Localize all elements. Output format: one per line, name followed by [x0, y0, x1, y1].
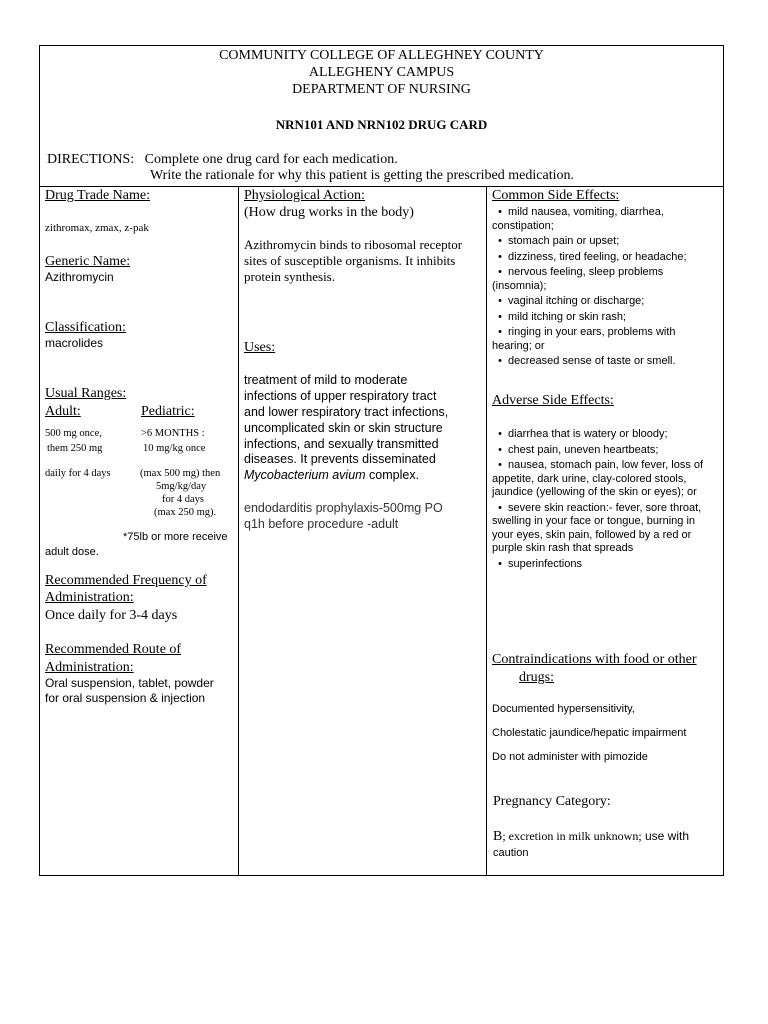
frequency-value: Once daily for 3-4 days	[45, 608, 178, 623]
uses-line-3: and lower respiratory tract infections,	[244, 405, 449, 419]
physio-label: Physiological Action:	[244, 188, 365, 203]
adverse-effect-text: nausea, stomach pain, low fever, loss of appetite, dark urine, clay-colored stools, jaundice (yellowing of the skin or eyes); or	[492, 459, 704, 498]
common-effect-item	[492, 266, 716, 293]
bullet-icon: •	[498, 428, 502, 440]
classification-value: macrolides	[45, 336, 104, 350]
generic-name-value: Azithromycin	[45, 270, 114, 284]
adverse-effect-text: severe skin reaction:- fever, sore throat, swelling in your face or tongue, burning in your eyes, skin pain, followed by a red or purple skin rash that spreads	[492, 501, 702, 554]
contraindication-2: Cholestatic jaundice/hepatic impairment	[492, 727, 687, 739]
bullet-icon: •	[498, 557, 502, 570]
bullet-icon: •	[498, 355, 502, 367]
header-divider	[40, 186, 723, 187]
contraindication-1: Documented hypersensitivity,	[492, 703, 635, 715]
route-label-line-1: Recommended Route of	[45, 642, 182, 657]
classification-label: Classification:	[45, 320, 126, 335]
campus-name: ALLEGHENY CAMPUS	[308, 65, 455, 80]
adverse-effect-text: chest pain, uneven heartbeats;	[508, 443, 659, 456]
pregnancy-letter: B	[493, 829, 503, 844]
adverse-effect-text: superinfections	[508, 557, 582, 570]
bullet-icon: •	[498, 310, 502, 323]
physio-sub: (How drug works in the body)	[244, 205, 414, 220]
pregnancy-category-value	[493, 829, 689, 844]
ped-dose-line-3: (max 500 mg) then	[140, 468, 221, 479]
uses-line-2: infections of upper respiratory tract	[244, 389, 437, 403]
uses-label: Uses:	[244, 340, 276, 355]
directions	[47, 152, 574, 184]
adverse-side-effects-list	[492, 428, 716, 573]
frequency-label-line-2: Administration:	[45, 590, 134, 605]
pediatric-label: Pediatric:	[141, 404, 195, 419]
common-effect-text: mild nausea, vomiting, diarrhea, constipation;	[492, 206, 664, 232]
adverse-effect-item	[492, 444, 716, 458]
adult-dose-line-1: 500 mg once,	[45, 428, 102, 439]
usual-ranges-label: Usual Ranges:	[45, 386, 127, 401]
card-header	[40, 46, 723, 186]
uses-line-4: uncomplicated skin or skin structure	[244, 421, 443, 435]
adult-dose-line-3: daily for 4 days	[45, 468, 111, 479]
generic-name-label: Generic Name:	[45, 254, 131, 269]
adverse-effect-text: diarrhea that is watery or bloody;	[508, 428, 668, 440]
endocarditis-line-2: q1h before procedure -adult	[244, 517, 399, 531]
pregnancy-caution: caution	[493, 847, 529, 859]
adverse-effect-item	[492, 502, 716, 556]
pregnancy-category-label: Pregnancy Category:	[493, 794, 611, 809]
route-value-line-2: for oral suspension & injection	[45, 691, 206, 705]
route-label-line-2: Administration:	[45, 660, 134, 675]
common-effect-text: stomach pain or upset;	[508, 235, 620, 247]
frequency-label-line-1: Recommended Frequency of	[45, 573, 207, 588]
ped-dose-line-1: >6 MONTHS :	[141, 428, 205, 439]
directions-line-2: Write the rationale for why this patient is getting the prescribed medication.	[150, 168, 574, 183]
common-effect-text: nervous feeling, sleep problems (insomnia);	[492, 266, 664, 292]
common-effect-item	[492, 206, 716, 233]
contraindications-label-line-2: drugs:	[519, 670, 554, 685]
common-effect-item	[492, 355, 716, 369]
bullet-icon: •	[498, 459, 502, 471]
bullet-icon: •	[498, 501, 502, 514]
bullet-icon: •	[498, 295, 502, 307]
common-effect-text: ringing in your ears, problems with hearing; or	[492, 326, 676, 352]
column-divider-2	[486, 186, 487, 876]
bullet-icon: •	[498, 443, 502, 456]
college-name: COMMUNITY COLLEGE OF ALLEGHNEY COUNTY	[219, 48, 544, 63]
uses-line-7	[244, 468, 419, 483]
common-effect-item	[492, 311, 716, 325]
ped-dose-line-6: (max 250 mg).	[154, 507, 217, 518]
adverse-effect-item	[492, 459, 716, 500]
ped-dose-line-2: 10 mg/kg once	[143, 443, 206, 454]
adverse-effect-item	[492, 428, 716, 442]
bullet-icon: •	[498, 206, 502, 218]
adult-dose-line-2: them 250 mg	[47, 443, 103, 454]
directions-label: DIRECTIONS:	[47, 152, 135, 167]
common-effect-item	[492, 251, 716, 265]
pregnancy-detail-2: use with	[641, 829, 690, 843]
trade-name-label: Drug Trade Name:	[45, 188, 150, 203]
endocarditis-line-1: endodarditis prophylaxis-500mg PO	[244, 501, 443, 515]
adverse-effect-item	[492, 558, 716, 572]
uses-line-7-rest: complex.	[365, 468, 420, 482]
common-effect-text: vaginal itching or discharge;	[508, 295, 645, 307]
common-effect-text: mild itching or skin rash;	[508, 310, 626, 323]
common-side-effects-label: Common Side Effects:	[492, 188, 620, 203]
uses-line-6: diseases. It prevents disseminated	[244, 452, 436, 466]
bullet-icon: •	[498, 235, 502, 247]
physio-line-3: protein synthesis.	[244, 269, 335, 284]
bullet-icon: •	[498, 266, 502, 278]
contraindication-3: Do not administer with pimozide	[492, 751, 648, 763]
common-effect-item	[492, 295, 716, 309]
department-name: DEPARTMENT OF NURSING	[292, 82, 471, 97]
bullet-icon: •	[498, 250, 502, 263]
common-effect-text: decreased sense of taste or smell.	[508, 355, 676, 367]
directions-line-1: Complete one drug card for each medication.	[144, 152, 398, 167]
common-effect-item	[492, 326, 716, 353]
column-divider-1	[238, 186, 239, 876]
common-side-effects-list	[492, 206, 716, 371]
adult-label: Adult:	[45, 404, 81, 419]
card-title: NRN101 AND NRN102 DRUG CARD	[275, 117, 488, 132]
common-effect-text: dizziness, tired feeling, or headache;	[508, 250, 687, 263]
weight-note-line-1: *75lb or more receive	[123, 531, 228, 543]
adverse-side-effects-label: Adverse Side Effects:	[492, 393, 614, 408]
drug-card	[39, 45, 724, 876]
physio-line-2: sites of susceptible organisms. It inhibits	[244, 253, 456, 268]
ped-dose-line-4: 5mg/kg/day	[156, 481, 207, 492]
pregnancy-detail: ; excretion in milk unknown;	[502, 829, 642, 843]
organism-name: Mycobacterium avium	[244, 468, 366, 482]
common-effect-item	[492, 235, 716, 249]
uses-line-5: infections, and sexually transmitted	[244, 437, 439, 451]
ped-dose-line-5: for 4 days	[162, 494, 204, 505]
route-value-line-1: Oral suspension, tablet, powder	[45, 676, 214, 690]
uses-line-1: treatment of mild to moderate	[244, 373, 408, 387]
contraindications-label-line-1: Contraindications with food or other	[492, 652, 697, 667]
bullet-icon: •	[498, 326, 502, 338]
physio-line-1: Azithromycin binds to ribosomal receptor	[244, 237, 463, 252]
weight-note-line-2: adult dose.	[45, 546, 99, 558]
trade-name-value: zithromax, zmax, z-pak	[45, 222, 149, 234]
